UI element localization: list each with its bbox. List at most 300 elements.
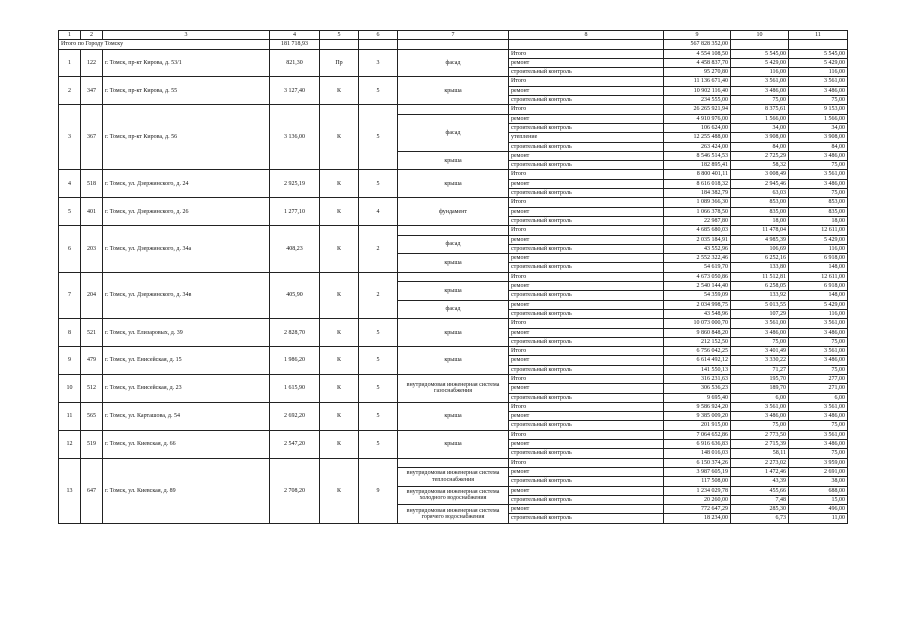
cost-item: ремонт <box>509 179 664 188</box>
cost-per-sqm: 3 561,00 <box>731 319 789 328</box>
cost-per-sqm: 189,70 <box>731 384 789 393</box>
cost-per-sqm: 107,29 <box>731 309 789 318</box>
house-address: г. Томск, ул. Елизаровых, д. 39 <box>103 319 270 347</box>
wall-material: К <box>320 374 359 402</box>
floor-count: 5 <box>359 105 398 170</box>
cost-total: 263 424,00 <box>664 142 731 151</box>
cost-total: 20 260,00 <box>664 495 731 504</box>
house-address: г. Томск, ул. Дзержинского, д. 34а <box>103 226 270 272</box>
table-row <box>59 458 848 467</box>
cost-item: Итого <box>509 402 664 411</box>
house-area: 2 692,20 <box>270 402 320 430</box>
cost-total: 106 624,00 <box>664 123 731 132</box>
house-area: 405,90 <box>270 272 320 318</box>
cost-item: строительный контроль <box>509 393 664 402</box>
work-type <box>398 105 509 114</box>
max-cost-per-sqm: 3 486,00 <box>789 440 848 449</box>
cost-total: 148 016,03 <box>664 449 731 458</box>
floor-count: 3 <box>359 49 398 77</box>
cost-item: Итого <box>509 49 664 58</box>
max-cost-per-sqm: 3 959,00 <box>789 458 848 467</box>
max-cost-per-sqm: 835,00 <box>789 207 848 216</box>
header-cell: 2 <box>81 31 103 40</box>
max-cost-per-sqm: 5 429,00 <box>789 58 848 67</box>
cost-total: 6 614 492,12 <box>664 356 731 365</box>
row-number: 12 <box>59 430 81 458</box>
cost-item: ремонт <box>509 505 664 514</box>
cost-item: строительный контроль <box>509 421 664 430</box>
row-number: 8 <box>59 319 81 347</box>
work-type <box>398 458 509 467</box>
cost-item: строительный контроль <box>509 291 664 300</box>
max-cost-per-sqm: 3 486,00 <box>789 356 848 365</box>
max-cost-per-sqm: 3 486,00 <box>789 151 848 160</box>
cost-per-sqm: 3 908,00 <box>731 133 789 142</box>
house-id: 521 <box>81 319 103 347</box>
cost-total: 7 064 652,86 <box>664 430 731 439</box>
work-type: крыша <box>398 347 509 375</box>
header-cell: 7 <box>398 31 509 40</box>
work-type: фасад <box>398 49 509 77</box>
work-type: внутридомовая инженерная система теплоснабжения <box>398 467 509 486</box>
max-cost-per-sqm: 5 429,00 <box>789 300 848 309</box>
cost-item: ремонт <box>509 328 664 337</box>
cost-item: Итого <box>509 319 664 328</box>
cost-total: 772 647,29 <box>664 505 731 514</box>
cost-per-sqm: 71,27 <box>731 365 789 374</box>
house-address: г. Томск, пр-кт Кирова, д. 53/1 <box>103 49 270 77</box>
cost-item: строительный контроль <box>509 365 664 374</box>
house-id: 204 <box>81 272 103 318</box>
cost-per-sqm: 3 330,22 <box>731 356 789 365</box>
cost-per-sqm: 5 013,55 <box>731 300 789 309</box>
table-row <box>59 374 848 383</box>
cost-item: строительный контроль <box>509 216 664 225</box>
cost-total: 2 540 144,40 <box>664 282 731 291</box>
cost-item: Итого <box>509 374 664 383</box>
wall-material: К <box>320 105 359 170</box>
house-address: г. Томск, ул. Киевская, д. 66 <box>103 430 270 458</box>
cost-per-sqm: 75,00 <box>731 96 789 105</box>
table-row <box>59 105 848 114</box>
table-row <box>59 170 848 179</box>
table-row <box>59 49 848 58</box>
header-cell: 3 <box>103 31 270 40</box>
cost-item: строительный контроль <box>509 123 664 132</box>
header-cell: 4 <box>270 31 320 40</box>
cost-per-sqm: 34,00 <box>731 123 789 132</box>
cost-item: строительный контроль <box>509 142 664 151</box>
cost-per-sqm: 6,73 <box>731 514 789 523</box>
work-type: внутридомовая инженерная система газоснабжения <box>398 374 509 402</box>
cost-item: Итого <box>509 77 664 86</box>
cost-item: ремонт <box>509 282 664 291</box>
max-cost-per-sqm: 15,00 <box>789 495 848 504</box>
cost-per-sqm: 195,70 <box>731 374 789 383</box>
cost-per-sqm: 58,32 <box>731 161 789 170</box>
cost-per-sqm: 285,30 <box>731 505 789 514</box>
cost-total: 141 550,13 <box>664 365 731 374</box>
work-type: фундамент <box>398 198 509 226</box>
cost-total: 2 034 998,75 <box>664 300 731 309</box>
wall-material: К <box>320 226 359 272</box>
cost-total: 6 756 042,25 <box>664 347 731 356</box>
max-cost-per-sqm: 75,00 <box>789 161 848 170</box>
max-cost-per-sqm: 11,00 <box>789 514 848 523</box>
max-cost-per-sqm: 3 486,00 <box>789 179 848 188</box>
cost-item: строительный контроль <box>509 337 664 346</box>
cost-item: строительный контроль <box>509 514 664 523</box>
cost-total: 4 685 680,03 <box>664 226 731 235</box>
cost-total: 316 231,63 <box>664 374 731 383</box>
cost-total: 1 234 029,78 <box>664 486 731 495</box>
cost-per-sqm: 133,92 <box>731 291 789 300</box>
cost-per-sqm: 75,00 <box>731 337 789 346</box>
house-area: 1 986,20 <box>270 347 320 375</box>
row-number: 2 <box>59 77 81 105</box>
cost-item: ремонт <box>509 412 664 421</box>
house-area: 2 547,20 <box>270 430 320 458</box>
wall-material: К <box>320 77 359 105</box>
table-row <box>59 319 848 328</box>
house-address: г. Томск, пр-кт Кирова, д. 55 <box>103 77 270 105</box>
cost-per-sqm: 455,66 <box>731 486 789 495</box>
work-type: внутридомовая инженерная система холодного водоснабжения <box>398 486 509 505</box>
max-cost-per-sqm: 3 561,00 <box>789 402 848 411</box>
cost-total: 212 152,50 <box>664 337 731 346</box>
cost-item: строительный контроль <box>509 263 664 272</box>
header-cell: 6 <box>359 31 398 40</box>
header-row <box>59 31 848 40</box>
wall-material: К <box>320 170 359 198</box>
max-cost-per-sqm: 75,00 <box>789 365 848 374</box>
max-cost-per-sqm: 5 545,00 <box>789 49 848 58</box>
house-address: г. Томск, пр-кт Кирова, д. 56 <box>103 105 270 170</box>
floor-count: 5 <box>359 170 398 198</box>
cost-per-sqm: 5 429,00 <box>731 58 789 67</box>
max-cost-per-sqm: 75,00 <box>789 189 848 198</box>
house-address: г. Томск, ул. Киевская, д. 89 <box>103 458 270 523</box>
max-cost-per-sqm: 2 691,00 <box>789 467 848 476</box>
cost-item: строительный контроль <box>509 96 664 105</box>
cost-item: строительный контроль <box>509 189 664 198</box>
max-cost-per-sqm: 12 611,00 <box>789 272 848 281</box>
wall-material: К <box>320 319 359 347</box>
cost-total: 2 552 322,46 <box>664 254 731 263</box>
cost-total: 95 270,80 <box>664 68 731 77</box>
cost-total: 8 546 514,53 <box>664 151 731 160</box>
cost-per-sqm: 133,80 <box>731 263 789 272</box>
work-type: фасад <box>398 235 509 254</box>
house-id: 122 <box>81 49 103 77</box>
max-cost-per-sqm: 3 561,00 <box>789 170 848 179</box>
max-cost-per-sqm: 3 561,00 <box>789 319 848 328</box>
max-cost-per-sqm: 688,00 <box>789 486 848 495</box>
table-body <box>59 31 848 524</box>
house-area: 3 127,40 <box>270 77 320 105</box>
table-row <box>59 272 848 281</box>
cost-per-sqm: 2 945,46 <box>731 179 789 188</box>
max-cost-per-sqm: 18,00 <box>789 216 848 225</box>
house-id: 512 <box>81 374 103 402</box>
floor-count: 4 <box>359 198 398 226</box>
cost-per-sqm: 1 472,46 <box>731 467 789 476</box>
max-cost-per-sqm: 75,00 <box>789 449 848 458</box>
house-area: 1 615,90 <box>270 374 320 402</box>
max-cost-per-sqm: 38,00 <box>789 477 848 486</box>
work-type <box>398 272 509 281</box>
max-cost-per-sqm: 75,00 <box>789 421 848 430</box>
cost-item: строительный контроль <box>509 449 664 458</box>
max-cost-per-sqm: 75,00 <box>789 337 848 346</box>
house-id: 203 <box>81 226 103 272</box>
row-number: 5 <box>59 198 81 226</box>
max-cost-per-sqm: 3 486,00 <box>789 412 848 421</box>
house-id: 347 <box>81 77 103 105</box>
cost-item: Итого <box>509 347 664 356</box>
max-cost-per-sqm: 6 918,00 <box>789 254 848 263</box>
cost-total: 9 695,40 <box>664 393 731 402</box>
work-type: крыша <box>398 319 509 347</box>
cost-per-sqm: 5 545,00 <box>731 49 789 58</box>
cost-total: 54 619,70 <box>664 263 731 272</box>
max-cost-per-sqm: 496,00 <box>789 505 848 514</box>
cost-item: ремонт <box>509 300 664 309</box>
cost-per-sqm: 3 008,49 <box>731 170 789 179</box>
cost-per-sqm: 75,00 <box>731 421 789 430</box>
table-row <box>59 198 848 207</box>
work-type: фасад <box>398 300 509 319</box>
header-cell: 11 <box>789 31 848 40</box>
house-area: 821,30 <box>270 49 320 77</box>
cost-item: ремонт <box>509 254 664 263</box>
work-type <box>398 226 509 235</box>
cost-total: 12 255 488,00 <box>664 133 731 142</box>
floor-count: 2 <box>359 226 398 272</box>
cost-item: ремонт <box>509 467 664 476</box>
cost-per-sqm: 3 561,00 <box>731 77 789 86</box>
header-cell: 10 <box>731 31 789 40</box>
wall-material: К <box>320 347 359 375</box>
house-id: 367 <box>81 105 103 170</box>
cost-total: 117 508,00 <box>664 477 731 486</box>
max-cost-per-sqm: 116,00 <box>789 68 848 77</box>
cost-item: ремонт <box>509 235 664 244</box>
cost-per-sqm: 6,00 <box>731 393 789 402</box>
max-cost-per-sqm: 3 561,00 <box>789 347 848 356</box>
cost-total: 2 035 184,91 <box>664 235 731 244</box>
max-cost-per-sqm: 6 918,00 <box>789 282 848 291</box>
cost-per-sqm: 11 512,81 <box>731 272 789 281</box>
cost-total: 182 895,41 <box>664 161 731 170</box>
work-type: крыша <box>398 151 509 170</box>
cost-total: 4 673 050,86 <box>664 272 731 281</box>
row-number: 1 <box>59 49 81 77</box>
work-type: внутридомовая инженерная система горячего водоснабжения <box>398 505 509 524</box>
cost-per-sqm: 58,11 <box>731 449 789 458</box>
work-type: крыша <box>398 282 509 301</box>
max-cost-per-sqm: 3 561,00 <box>789 77 848 86</box>
cost-item: Итого <box>509 226 664 235</box>
row-number: 10 <box>59 374 81 402</box>
header-cell: 8 <box>509 31 664 40</box>
total-label: Итого по Городу Томску <box>59 40 270 49</box>
cost-per-sqm: 3 401,49 <box>731 347 789 356</box>
cost-total: 4 910 976,00 <box>664 114 731 123</box>
row-number: 9 <box>59 347 81 375</box>
cost-per-sqm: 2 725,29 <box>731 151 789 160</box>
house-id: 479 <box>81 347 103 375</box>
cost-item: строительный контроль <box>509 244 664 253</box>
house-address: г. Томск, ул. Дзержинского, д. 24 <box>103 170 270 198</box>
max-cost-per-sqm: 3 561,00 <box>789 430 848 439</box>
cost-item: Итого <box>509 105 664 114</box>
cost-total: 10 073 000,70 <box>664 319 731 328</box>
cost-per-sqm: 116,00 <box>731 68 789 77</box>
cost-total: 6 916 636,83 <box>664 440 731 449</box>
house-address: г. Томск, ул. Енисейская, д. 15 <box>103 347 270 375</box>
house-area: 2 708,20 <box>270 458 320 523</box>
cost-item: строительный контроль <box>509 477 664 486</box>
cost-total: 43 552,96 <box>664 244 731 253</box>
house-area: 1 277,10 <box>270 198 320 226</box>
max-cost-per-sqm: 853,00 <box>789 198 848 207</box>
wall-material: К <box>320 272 359 318</box>
house-address: г. Томск, ул. Енисейская, д. 23 <box>103 374 270 402</box>
row-number: 3 <box>59 105 81 170</box>
max-cost-per-sqm: 3 486,00 <box>789 328 848 337</box>
cost-total: 9 586 924,20 <box>664 402 731 411</box>
total-sum: 567 828 352,00 <box>664 40 731 49</box>
work-type: фасад <box>398 114 509 151</box>
cost-total: 4 458 837,70 <box>664 58 731 67</box>
cost-item: ремонт <box>509 207 664 216</box>
house-id: 565 <box>81 402 103 430</box>
cost-per-sqm: 835,00 <box>731 207 789 216</box>
cost-total: 3 987 605,19 <box>664 467 731 476</box>
cost-item: утепление <box>509 133 664 142</box>
table-row <box>59 347 848 356</box>
house-area: 2 925,19 <box>270 170 320 198</box>
total-row <box>59 40 848 49</box>
cost-per-sqm: 84,00 <box>731 142 789 151</box>
cost-total: 4 554 108,50 <box>664 49 731 58</box>
cost-total: 26 265 921,94 <box>664 105 731 114</box>
floor-count: 5 <box>359 402 398 430</box>
floor-count: 5 <box>359 319 398 347</box>
max-cost-per-sqm: 12 611,00 <box>789 226 848 235</box>
max-cost-per-sqm: 34,00 <box>789 123 848 132</box>
cost-total: 201 915,00 <box>664 421 731 430</box>
table-row <box>59 226 848 235</box>
floor-count: 5 <box>359 347 398 375</box>
cost-per-sqm: 4 985,39 <box>731 235 789 244</box>
total-area: 181 718,93 <box>270 40 320 49</box>
max-cost-per-sqm: 116,00 <box>789 309 848 318</box>
floor-count: 5 <box>359 374 398 402</box>
cost-per-sqm: 1 566,00 <box>731 114 789 123</box>
cost-item: ремонт <box>509 384 664 393</box>
house-id: 519 <box>81 430 103 458</box>
cost-per-sqm: 3 561,00 <box>731 402 789 411</box>
max-cost-per-sqm: 5 429,00 <box>789 235 848 244</box>
cost-per-sqm: 2 273,02 <box>731 458 789 467</box>
house-id: 401 <box>81 198 103 226</box>
cost-item: ремонт <box>509 114 664 123</box>
cost-per-sqm: 18,00 <box>731 216 789 225</box>
cost-total: 6 150 374,26 <box>664 458 731 467</box>
cost-total: 1 089 366,30 <box>664 198 731 207</box>
max-cost-per-sqm: 1 566,00 <box>789 114 848 123</box>
cost-per-sqm: 7,48 <box>731 495 789 504</box>
max-cost-per-sqm: 3 908,00 <box>789 133 848 142</box>
cost-per-sqm: 3 486,00 <box>731 86 789 95</box>
max-cost-per-sqm: 148,00 <box>789 291 848 300</box>
cost-item: ремонт <box>509 356 664 365</box>
cost-item: строительный контроль <box>509 495 664 504</box>
cost-total: 234 555,00 <box>664 96 731 105</box>
wall-material: Пр <box>320 49 359 77</box>
cost-item: Итого <box>509 198 664 207</box>
repair-program-table <box>58 30 848 524</box>
cost-total: 18 234,00 <box>664 514 731 523</box>
cost-total: 184 382,79 <box>664 189 731 198</box>
cost-total: 1 066 378,50 <box>664 207 731 216</box>
cost-per-sqm: 3 486,00 <box>731 412 789 421</box>
house-id: 647 <box>81 458 103 523</box>
header-cell: 9 <box>664 31 731 40</box>
cost-item: ремонт <box>509 86 664 95</box>
floor-count: 9 <box>359 458 398 523</box>
cost-per-sqm: 11 478,04 <box>731 226 789 235</box>
cost-per-sqm: 6 252,16 <box>731 254 789 263</box>
table-row <box>59 430 848 439</box>
row-number: 6 <box>59 226 81 272</box>
cost-total: 8 616 018,32 <box>664 179 731 188</box>
max-cost-per-sqm: 75,00 <box>789 96 848 105</box>
cost-total: 10 902 116,40 <box>664 86 731 95</box>
row-number: 7 <box>59 272 81 318</box>
house-address: г. Томск, ул. Карташова, д. 54 <box>103 402 270 430</box>
wall-material: К <box>320 430 359 458</box>
cost-total: 54 359,09 <box>664 291 731 300</box>
cost-item: Итого <box>509 430 664 439</box>
work-type: крыша <box>398 77 509 105</box>
house-address: г. Томск, ул. Дзержинского, д. 26 <box>103 198 270 226</box>
work-type: крыша <box>398 170 509 198</box>
cost-item: ремонт <box>509 151 664 160</box>
wall-material: К <box>320 198 359 226</box>
floor-count: 5 <box>359 77 398 105</box>
document-page <box>58 30 847 524</box>
max-cost-per-sqm: 277,00 <box>789 374 848 383</box>
work-type: крыша <box>398 254 509 273</box>
max-cost-per-sqm: 9 153,00 <box>789 105 848 114</box>
cost-item: Итого <box>509 272 664 281</box>
cost-per-sqm: 3 486,00 <box>731 328 789 337</box>
cost-item: строительный контроль <box>509 161 664 170</box>
cost-total: 9 385 009,20 <box>664 412 731 421</box>
cost-item: Итого <box>509 458 664 467</box>
house-area: 408,23 <box>270 226 320 272</box>
house-address: г. Томск, ул. Дзержинского, д. 34в <box>103 272 270 318</box>
cost-item: Итого <box>509 170 664 179</box>
row-number: 13 <box>59 458 81 523</box>
max-cost-per-sqm: 271,00 <box>789 384 848 393</box>
table-row <box>59 77 848 86</box>
floor-count: 2 <box>359 272 398 318</box>
house-id: 518 <box>81 170 103 198</box>
